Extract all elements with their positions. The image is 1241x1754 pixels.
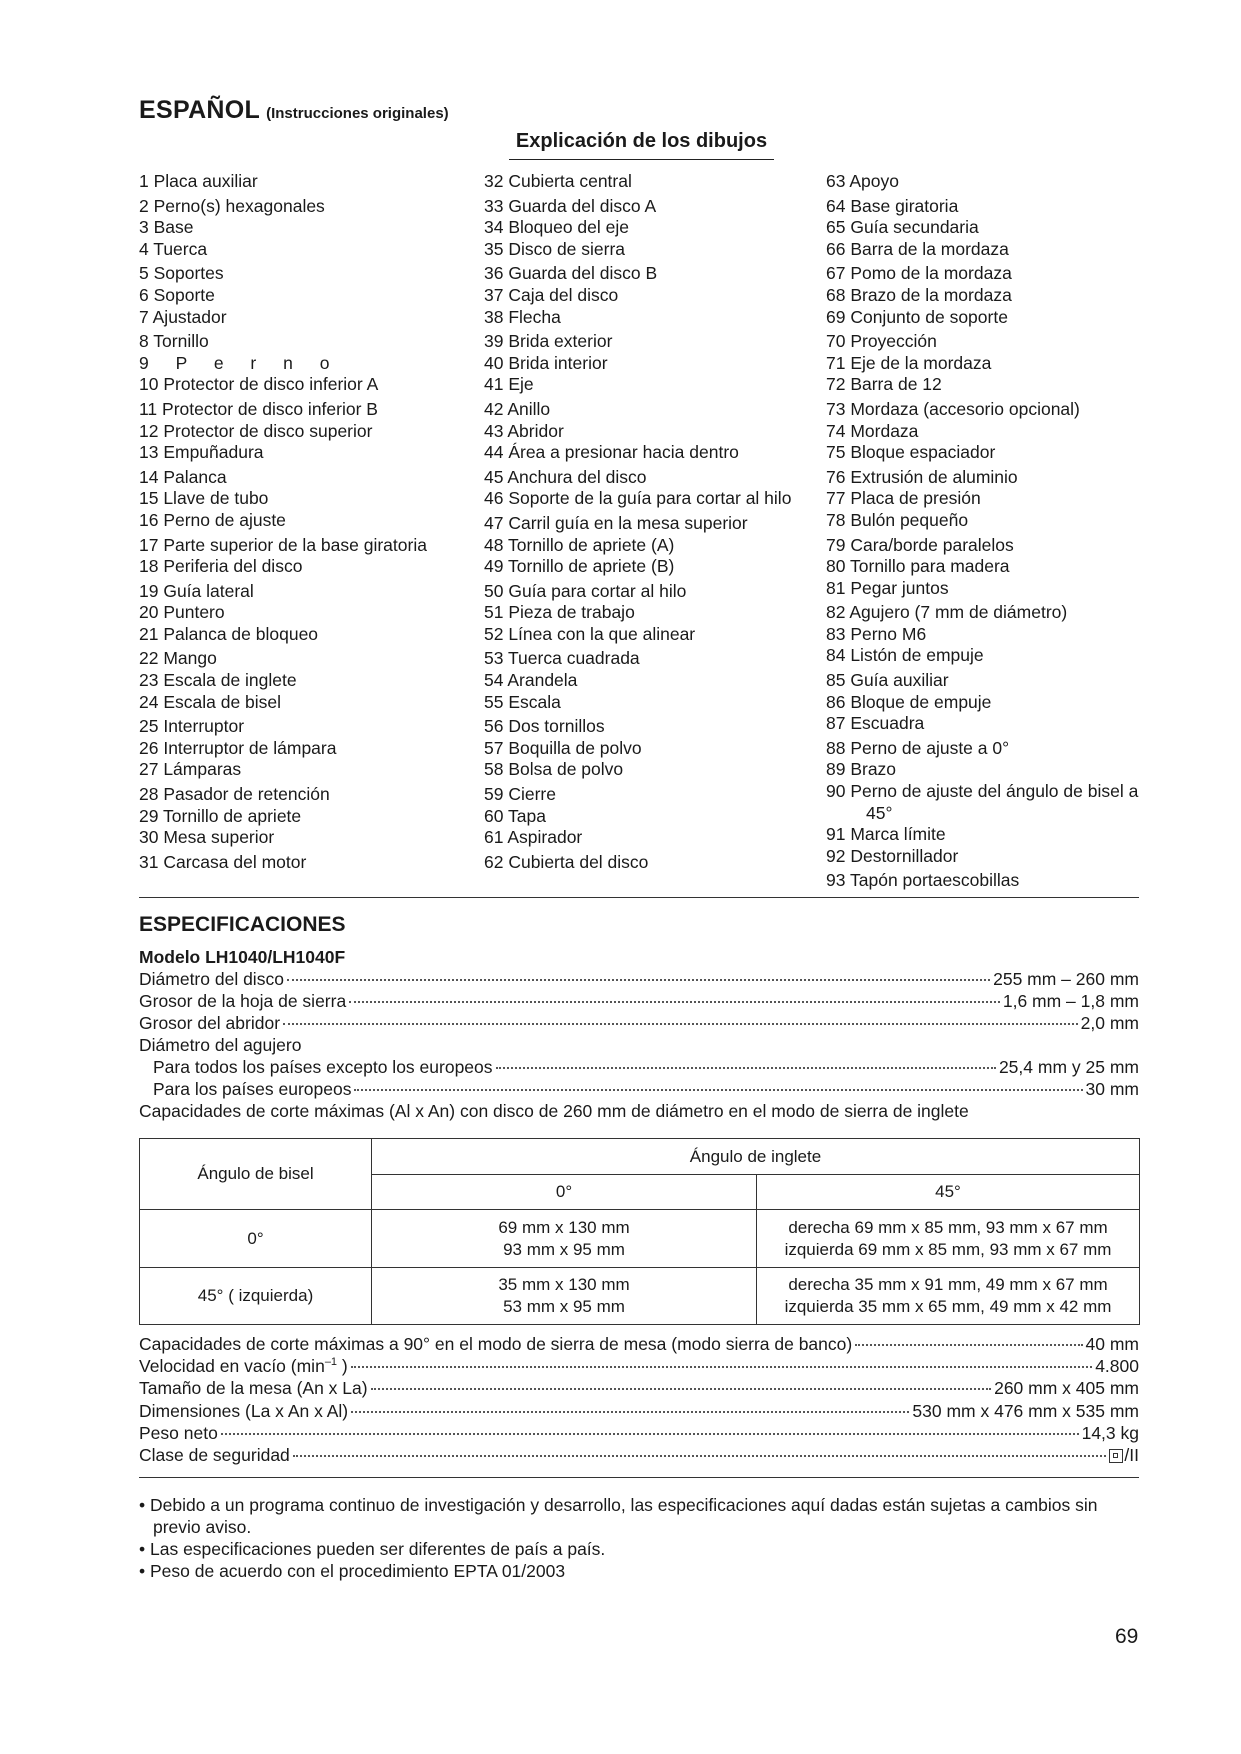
legend-column-1 — [139, 171, 469, 873]
spec-row-no-load-speed — [139, 1355, 1139, 1377]
class-ii-icon — [1109, 1449, 1123, 1463]
drawings-explanation-title: Explicación de los dibujos — [509, 130, 774, 160]
legend-item: 88 Perno de ajuste a 0° — [826, 737, 1010, 758]
legend-item: 20 Puntero — [139, 602, 225, 623]
note-item: • Las especificaciones pueden ser diferentes de país a país. — [139, 1539, 606, 1559]
legend-item: 61 Aspirador — [484, 827, 583, 848]
capacity-line: izquierda 35 mm x 65 mm, 49 mm x 42 mm — [784, 1297, 1112, 1316]
spec-label-text: Velocidad en vacío (min — [139, 1356, 325, 1377]
spec-label: Grosor del abridor — [139, 1013, 281, 1033]
leader-dots — [349, 1001, 1000, 1003]
legend-item: 2 Perno(s) hexagonales — [139, 195, 325, 216]
spec-label: Capacidades de corte máximas a 90° en el modo de sierra de mesa (modo sierra de banco) — [139, 1334, 853, 1354]
legend-item: 56 Dos tornillos — [484, 716, 605, 737]
legend-item: 93 Tapón portaescobillas — [826, 870, 1020, 891]
specifications-list — [139, 968, 1139, 1122]
spec-row-riving-knife — [139, 1012, 1139, 1034]
legend-item: 33 Guarda del disco A — [484, 195, 657, 216]
legend-item: 42 Anillo — [484, 398, 551, 419]
legend-item: 40 Brida interior — [484, 352, 608, 373]
spec-value: 14,3 kg — [1081, 1422, 1139, 1443]
spec-label: Peso neto — [139, 1422, 218, 1443]
legend-item: 46 Soporte de la guía para cortar al hilo — [484, 488, 792, 509]
capacity-cell — [757, 1210, 1140, 1268]
legend-item: 75 Bloque espaciador — [826, 442, 996, 463]
notes-list — [139, 1494, 1139, 1582]
legend-item: 49 Tornillo de apriete (B) — [484, 556, 675, 577]
legend-item: 73 Mordaza (accesorio opcional) — [826, 398, 1080, 419]
leader-dots — [371, 1388, 992, 1390]
bevel-value: 45° ( izquierda) — [140, 1268, 372, 1325]
legend-item: 84 Listón de empuje — [826, 645, 984, 666]
capacity-line: derecha 69 mm x 85 mm, 93 mm x 67 mm — [788, 1217, 1108, 1237]
legend-item: 82 Agujero (7 mm de diámetro) — [826, 602, 1068, 623]
capacity-cell — [372, 1268, 757, 1325]
capacity-line: izquierda 69 mm x 85 mm, 93 mm x 67 mm — [784, 1239, 1112, 1259]
spec-label: Diámetro del disco — [139, 969, 284, 989]
legend-column-3 — [826, 171, 1139, 892]
spec-row-net-weight — [139, 1422, 1139, 1444]
legend-item: 71 Eje de la mordaza — [826, 352, 992, 373]
spec-row-max-cut-intro — [139, 1100, 1139, 1122]
legend-item: 32 Cubierta central — [484, 171, 632, 191]
spec-value: 1,6 mm – 1,8 mm — [1002, 991, 1139, 1011]
legend-item: 92 Destornillador — [826, 845, 959, 866]
legend-item: 76 Extrusión de aluminio — [826, 466, 1018, 487]
legend-item: 1 Placa auxiliar — [139, 171, 258, 191]
spec-value: 530 mm x 476 mm x 535 mm — [912, 1400, 1139, 1421]
model-name: Modelo LH1040/LH1040F — [139, 947, 346, 967]
bevel-angle-header: Ángulo de bisel — [140, 1139, 372, 1210]
legend-item: 74 Mordaza — [826, 420, 919, 441]
spec-row-safety-class — [139, 1444, 1139, 1466]
legend-item: 22 Mango — [139, 648, 217, 669]
leader-dots — [351, 1411, 909, 1413]
legend-item: 4 Tuerca — [139, 238, 208, 259]
spec-label: Tamaño de la mesa (An x La) — [139, 1378, 368, 1399]
legend-item: 28 Pasador de retención — [139, 784, 330, 805]
legend-column-2 — [484, 171, 814, 873]
capacity-line: derecha 35 mm x 91 mm, 49 mm x 67 mm — [788, 1275, 1108, 1294]
legend-item: 83 Perno M6 — [826, 623, 927, 644]
legend-item: 50 Guía para cortar al hilo — [484, 580, 687, 601]
capacity-cell — [757, 1268, 1140, 1325]
legend-item: 29 Tornillo de apriete — [139, 805, 302, 826]
legend-item: 55 Escala — [484, 691, 561, 712]
legend-item: 85 Guía auxiliar — [826, 670, 949, 691]
legend-item: 39 Brida exterior — [484, 331, 613, 352]
capacity-line: 53 mm x 95 mm — [503, 1297, 625, 1316]
capacity-line: 93 mm x 95 mm — [503, 1239, 625, 1259]
legend-item: 5 Soportes — [139, 263, 224, 284]
legend-item: 10 Protector de disco inferior A — [139, 374, 379, 395]
legend-item: 37 Caja del disco — [484, 284, 619, 305]
legend-item: 54 Arandela — [484, 670, 578, 691]
leader-dots — [351, 1366, 1092, 1368]
legend-item: 89 Brazo — [826, 759, 897, 780]
legend-item: 64 Base giratoria — [826, 195, 959, 216]
spec-value: 4.800 — [1095, 1356, 1139, 1377]
leader-dots — [855, 1344, 1082, 1346]
leader-dots — [221, 1433, 1079, 1435]
legend-item: 63 Apoyo — [826, 171, 899, 191]
spec-row-blade-diameter — [139, 968, 1139, 990]
legend-item: 91 Marca límite — [826, 824, 946, 845]
legend-item: 44 Área a presionar hacia dentro — [484, 442, 739, 463]
legend-item: 17 Parte superior de la base giratoria — [139, 534, 427, 555]
legend-item: 16 Perno de ajuste — [139, 509, 286, 530]
legend-item: 11 Protector de disco inferior B — [139, 398, 378, 419]
legend-item: 57 Boquilla de polvo — [484, 737, 642, 758]
legend-item: 87 Escuadra — [826, 713, 925, 734]
leader-dots — [287, 979, 990, 981]
legend-item: 30 Mesa superior — [139, 827, 275, 848]
language-subtitle: (Instrucciones originales) — [266, 105, 449, 122]
spec-label — [139, 1355, 348, 1377]
legend-item: 25 Interruptor — [139, 716, 245, 737]
cutting-capacity-table — [139, 1138, 1140, 1325]
legend-item: 70 Proyección — [826, 331, 937, 352]
miter-angle-header: Ángulo de inglete — [372, 1139, 1140, 1175]
spec-value: 260 mm x 405 mm — [994, 1378, 1139, 1399]
legend-item: 14 Palanca — [139, 466, 227, 487]
legend-item: 58 Bolsa de polvo — [484, 759, 624, 780]
legend-item: 62 Cubierta del disco — [484, 851, 649, 872]
legend-item: 60 Tapa — [484, 805, 546, 826]
spec-value — [1109, 1444, 1139, 1466]
legend-item: 31 Carcasa del motor — [139, 851, 307, 872]
spec-label: Grosor de la hoja de sierra — [139, 991, 347, 1011]
legend-item: 26 Interruptor de lámpara — [139, 737, 337, 758]
divider-rule — [139, 1477, 1139, 1478]
specifications-title: ESPECIFICACIONES — [139, 913, 346, 936]
table-row — [140, 1268, 1140, 1325]
legend-item: 36 Guarda del disco B — [484, 263, 658, 284]
legend-item: 45 Anchura del disco — [484, 466, 647, 487]
legend-item: 35 Disco de sierra — [484, 238, 626, 259]
spec-label: Dimensiones (La x An x Al) — [139, 1400, 349, 1421]
legend-item: 24 Escala de bisel — [139, 691, 282, 712]
capacity-line: 35 mm x 130 mm — [498, 1275, 630, 1294]
leader-dots — [496, 1067, 996, 1069]
legend-item: 52 Línea con la que alinear — [484, 623, 696, 644]
capacity-cell — [372, 1210, 757, 1268]
spec-row-hole-diameter — [139, 1034, 1139, 1056]
superscript: –1 — [324, 1356, 338, 1369]
specifications-list-2 — [139, 1333, 1139, 1466]
legend-item: 79 Cara/borde paralelos — [826, 534, 1014, 555]
legend-item: 67 Pomo de la mordaza — [826, 263, 1012, 284]
spec-value: 30 mm — [1085, 1079, 1139, 1099]
language-name: ESPAÑOL — [139, 96, 261, 124]
bevel-value: 0° — [140, 1210, 372, 1268]
leader-dots — [354, 1089, 1082, 1091]
legend-item: 68 Brazo de la mordaza — [826, 284, 1012, 305]
legend-item: 23 Escala de inglete — [139, 670, 297, 691]
legend-item: 66 Barra de la mordaza — [826, 238, 1009, 259]
miter-45-header: 45° — [757, 1175, 1140, 1210]
legend-item: 43 Abridor — [484, 420, 564, 441]
spec-value: 2,0 mm — [1080, 1013, 1139, 1033]
page-number: 69 — [1115, 1625, 1139, 1648]
miter-0-header: 0° — [372, 1175, 757, 1210]
language-heading — [139, 96, 449, 125]
legend-item: 27 Lámparas — [139, 759, 242, 780]
spec-label: Clase de seguridad — [139, 1445, 290, 1466]
legend-item: 3 Base — [139, 217, 194, 238]
legend-item: 59 Cierre — [484, 784, 556, 805]
legend-item: 51 Pieza de trabajo — [484, 602, 635, 623]
legend-item: 47 Carril guía en la mesa superior — [484, 512, 748, 533]
spec-value: 25,4 mm y 25 mm — [998, 1057, 1139, 1077]
legend-item: 86 Bloque de empuje — [826, 691, 992, 712]
legend-item: 19 Guía lateral — [139, 580, 254, 601]
spec-label: Diámetro del agujero — [139, 1035, 302, 1055]
spec-row-table-size — [139, 1377, 1139, 1399]
spec-label: Para todos los países excepto los europeos — [153, 1057, 493, 1077]
note-item: • Peso de acuerdo con el procedimiento EPTA 01/2003 — [139, 1561, 566, 1581]
legend-item: 18 Periferia del disco — [139, 556, 303, 577]
legend-item: 38 Flecha — [484, 306, 561, 327]
legend-item: 77 Placa de presión — [826, 488, 981, 509]
spec-row-hole-non-eu — [139, 1056, 1139, 1078]
legend-item: 65 Guía secundaria — [826, 217, 979, 238]
legend-item: 13 Empuñadura — [139, 442, 264, 463]
spec-value: 40 mm — [1085, 1334, 1139, 1354]
legend-item: 80 Tornillo para madera — [826, 556, 1010, 577]
divider-rule — [139, 897, 1139, 898]
leader-dots — [283, 1023, 1078, 1025]
legend-item: 41 Eje — [484, 374, 534, 395]
legend-item: 81 Pegar juntos — [826, 577, 949, 598]
legend-item: 34 Bloqueo del eje — [484, 217, 629, 238]
note-item: • Debido a un programa continuo de investigación y desarrollo, las especificaciones aquí dadas están sujetas a cambios sin previo aviso. — [139, 1495, 1098, 1537]
spec-row-dimensions — [139, 1400, 1139, 1422]
safety-class-text: /II — [1124, 1445, 1139, 1466]
capacity-line: 69 mm x 130 mm — [498, 1217, 630, 1237]
legend-item: 12 Protector de disco superior — [139, 420, 373, 441]
legend-item: 8 Tornillo — [139, 331, 209, 352]
table-row — [140, 1210, 1140, 1268]
spec-row-blade-thickness — [139, 990, 1139, 1012]
leader-dots — [293, 1455, 1107, 1457]
legend-item: 6 Soporte — [139, 284, 215, 305]
spec-row-hole-eu — [139, 1078, 1139, 1100]
legend-item: 78 Bulón pequeño — [826, 509, 969, 530]
legend-item: 9 P e r n o — [139, 352, 330, 373]
legend-item: 53 Tuerca cuadrada — [484, 648, 640, 669]
spec-label-close: ) — [337, 1356, 348, 1377]
legend-item: 69 Conjunto de soporte — [826, 306, 1008, 327]
legend-item: 48 Tornillo de apriete (A) — [484, 534, 675, 555]
legend-item: 15 Llave de tubo — [139, 488, 269, 509]
spec-value: 255 mm – 260 mm — [993, 969, 1139, 989]
legend-item: 72 Barra de 12 — [826, 374, 942, 395]
spec-label: Para los países europeos — [153, 1079, 352, 1099]
spec-row-table-saw-cut — [139, 1333, 1139, 1355]
legend-item: 21 Palanca de bloqueo — [139, 623, 319, 644]
spec-label: Capacidades de corte máximas (Al x An) con disco de 260 mm de diámetro en el modo de sierra de inglete — [139, 1101, 969, 1121]
legend-item: 7 Ajustador — [139, 306, 227, 327]
legend-item: 90 Perno de ajuste del ángulo de bisel a 45° — [826, 781, 1139, 823]
